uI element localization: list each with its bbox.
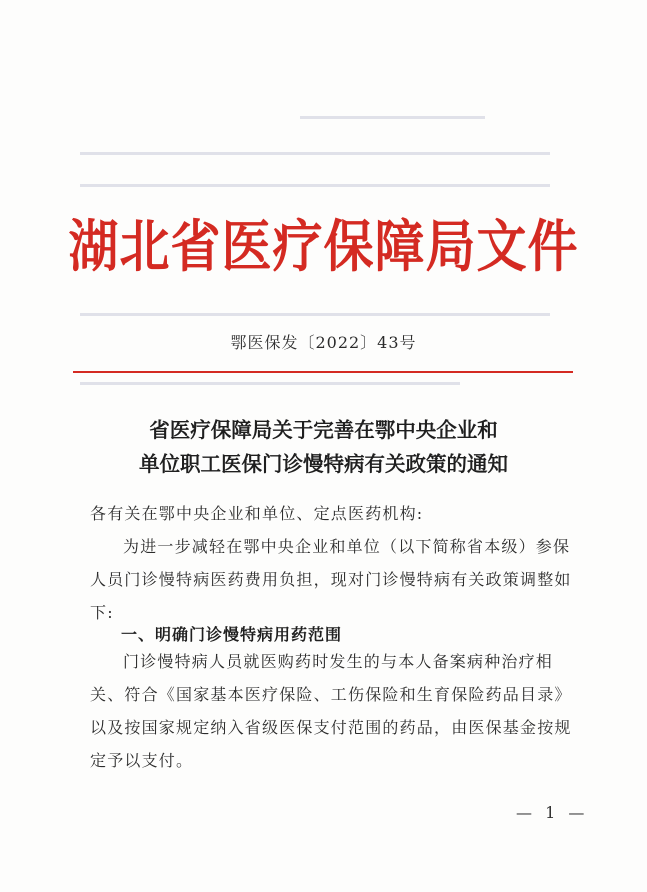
show-through-line: [80, 152, 550, 155]
show-through-line: [80, 184, 550, 187]
notice-title: [0, 413, 647, 481]
section-1-paragraph: 门诊慢特病人员就医购药时发生的与本人备案病种治疗相关、符合《国家基本医疗保险、工伤保险和生育保险药品目录》以及按国家规定纳入省级医保支付范围的药品，由医保基金按规定予以支付。: [90, 652, 572, 770]
page-number: — 1 —: [516, 803, 589, 822]
notice-title-line-2: 单位职工医保门诊慢特病有关政策的通知: [139, 452, 508, 476]
salutation: 各有关在鄂中央企业和单位、定点医药机构:: [90, 504, 424, 523]
red-separator-line: [73, 371, 573, 373]
intro-paragraph: 为进一步减轻在鄂中央企业和单位（以下简称省本级）参保人员门诊慢特病医药费用负担，现对门诊慢特病有关政策调整如下:: [90, 537, 572, 622]
show-through-line: [80, 313, 550, 316]
notice-title-line-1: 省医疗保障局关于完善在鄂中央企业和: [149, 418, 498, 442]
document-number: 鄂医保发〔2022〕43号: [230, 333, 417, 352]
section-1-heading: 一、明确门诊慢特病用药范围: [121, 625, 343, 644]
show-through-line: [80, 382, 460, 385]
document-header-title: 湖北省医疗保障局文件: [68, 214, 579, 280]
show-through-line: [300, 116, 485, 119]
